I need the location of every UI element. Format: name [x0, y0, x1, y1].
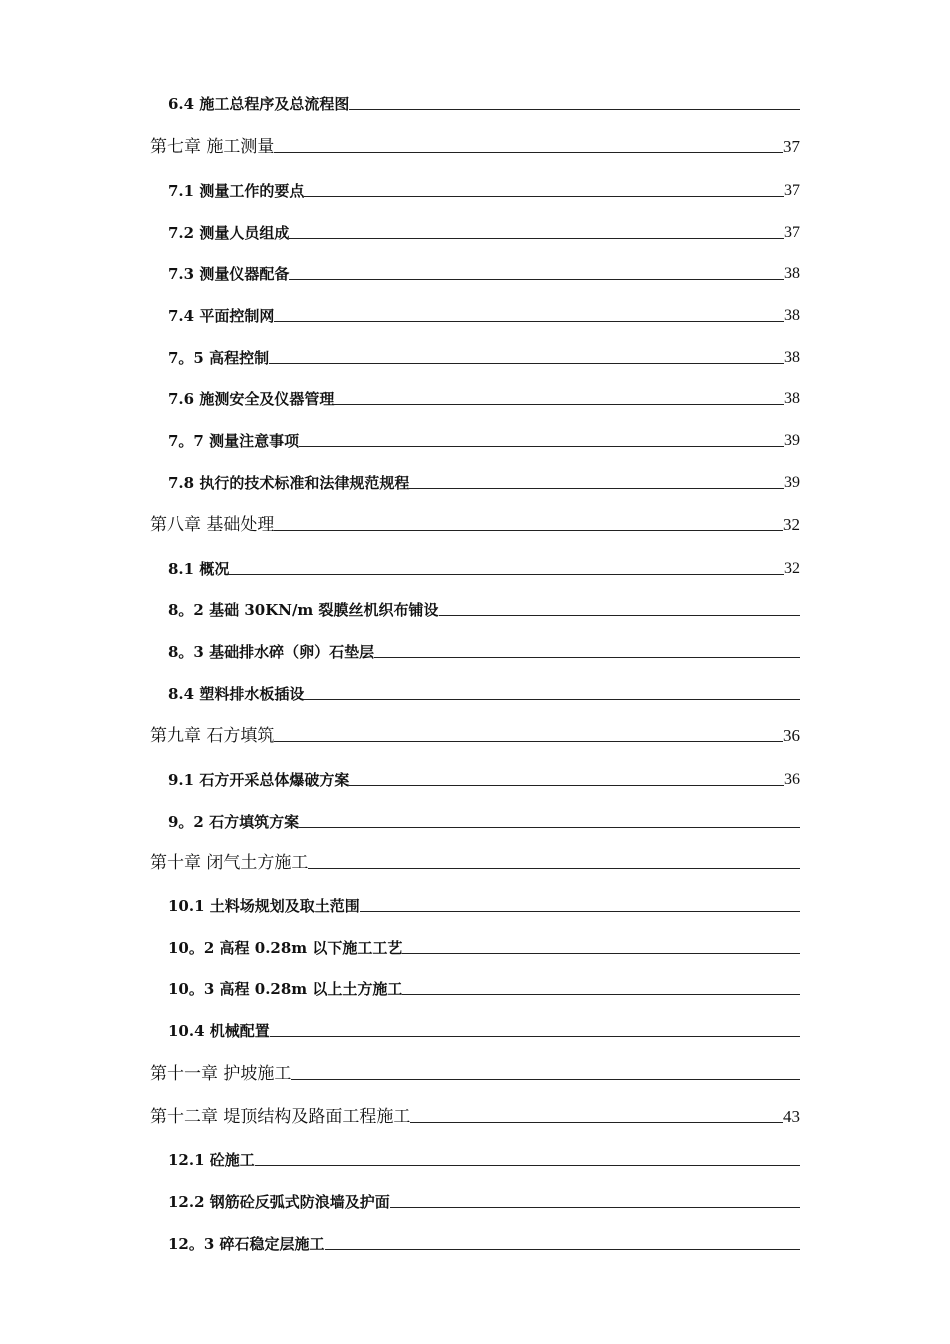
toc-title: 第十二章 堤顶结构及路面工程施工	[150, 1107, 411, 1127]
toc-title: 10。3 高程 0.28m 以上土方施工	[168, 980, 403, 998]
toc-page-number: 43	[783, 1107, 800, 1126]
toc-leader	[269, 363, 784, 364]
toc-page-number: 39	[784, 432, 800, 449]
toc-page-number: 37	[784, 182, 800, 199]
toc-title: 8。3 基础排水碎（卵）石垫层	[168, 643, 375, 661]
toc-leader	[299, 446, 784, 447]
toc-leader	[289, 238, 784, 239]
toc-leader	[374, 657, 800, 658]
toc-leader	[291, 1079, 800, 1080]
toc-title: 第八章 基础处理	[150, 515, 275, 535]
toc-leader	[304, 699, 800, 700]
toc-entry[interactable]	[150, 720, 800, 746]
toc-entry[interactable]	[168, 217, 800, 243]
toc-page-number: 36	[783, 726, 800, 745]
toc-title: 7.4 平面控制网	[168, 307, 275, 325]
toc-title: 7.8 执行的技术标准和法律规范规程	[168, 474, 410, 492]
toc-title: 9。2 石方填筑方案	[168, 813, 300, 831]
toc-leader	[304, 196, 784, 197]
toc-title: 7。5 高程控制	[168, 349, 270, 367]
toc-entry[interactable]	[168, 383, 800, 409]
toc-leader	[402, 953, 800, 954]
toc-page-number: 38	[784, 307, 800, 324]
toc-leader	[360, 911, 800, 912]
toc-title: 12。3 碎石稳定层施工	[168, 1235, 325, 1253]
toc-leader	[274, 321, 784, 322]
toc-leader	[289, 279, 784, 280]
toc-title: 12.1 砼施工	[168, 1151, 255, 1169]
toc-leader	[299, 827, 800, 828]
toc-entry[interactable]	[168, 425, 800, 451]
toc-entry[interactable]	[168, 553, 800, 579]
toc-page-number: 32	[783, 515, 800, 534]
toc-title: 9.1 石方开采总体爆破方案	[168, 771, 350, 789]
toc-leader	[390, 1207, 800, 1208]
toc-entry[interactable]	[168, 1228, 800, 1254]
toc-leader	[308, 868, 800, 869]
toc-title: 第七章 施工测量	[150, 137, 275, 157]
toc-title: 12.2 钢筋砼反弧式防浪墙及护面	[168, 1193, 390, 1211]
toc-entry[interactable]	[168, 175, 800, 201]
toc-title: 10.1 土料场规划及取土范围	[168, 897, 360, 915]
toc-entry[interactable]	[168, 467, 800, 493]
toc-entry[interactable]	[168, 258, 800, 284]
toc-entry[interactable]	[168, 1015, 800, 1041]
toc-title: 第十一章 护坡施工	[150, 1064, 292, 1084]
toc-page-number: 38	[784, 390, 800, 407]
toc-entry[interactable]	[150, 1101, 800, 1127]
toc-leader	[274, 530, 783, 531]
toc-entry[interactable]	[168, 890, 800, 916]
toc-leader	[229, 574, 784, 575]
toc-entry[interactable]	[168, 594, 800, 620]
toc-entry[interactable]	[168, 973, 800, 999]
toc-page-number: 36	[784, 771, 800, 788]
toc-leader	[349, 785, 784, 786]
toc-entry[interactable]	[168, 806, 800, 832]
toc-leader	[439, 615, 800, 616]
toc-page-number: 38	[784, 265, 800, 282]
toc-entry[interactable]	[168, 300, 800, 326]
toc-page-number: 37	[784, 224, 800, 241]
toc-entry[interactable]	[168, 342, 800, 368]
toc-entry[interactable]	[168, 678, 800, 704]
toc-page-number: 38	[784, 349, 800, 366]
toc-leader	[274, 741, 783, 742]
toc-title: 8。2 基础 30KN/m 裂膜丝机织布铺设	[168, 601, 439, 619]
toc-entry[interactable]	[168, 1144, 800, 1170]
toc-leader	[255, 1165, 800, 1166]
toc-entry[interactable]	[168, 932, 800, 958]
toc-title: 8.1 概况	[168, 560, 230, 578]
toc-page-number: 39	[784, 474, 800, 491]
toc-leader	[334, 404, 784, 405]
toc-title: 8.4 塑料排水板插设	[168, 685, 305, 703]
toc-entry[interactable]	[150, 1058, 800, 1084]
toc-entry[interactable]	[168, 764, 800, 790]
toc-title: 第九章 石方填筑	[150, 726, 275, 746]
toc-title: 7.1 测量工作的要点	[168, 182, 305, 200]
toc-entry[interactable]	[150, 131, 800, 157]
toc-title: 7.3 测量仪器配备	[168, 265, 290, 283]
toc-entry[interactable]	[150, 847, 800, 873]
toc-title: 7.6 施测安全及仪器管理	[168, 390, 335, 408]
toc-page-number: 37	[783, 137, 800, 156]
toc-title: 10。2 高程 0.28m 以下施工工艺	[168, 939, 403, 957]
toc-entry[interactable]	[168, 88, 800, 114]
toc-entry[interactable]	[168, 636, 800, 662]
toc-title: 第十章 闭气土方施工	[150, 853, 309, 873]
toc-leader	[274, 152, 783, 153]
toc-title: 10.4 机械配置	[168, 1022, 270, 1040]
toc-leader	[270, 1036, 800, 1037]
toc-entry[interactable]	[168, 1186, 800, 1212]
toc-title: 6.4 施工总程序及总流程图	[168, 95, 350, 113]
toc-page-number: 32	[784, 560, 800, 577]
toc-entry[interactable]	[150, 509, 800, 535]
toc-title: 7。7 测量注意事项	[168, 432, 300, 450]
toc-leader	[410, 1122, 783, 1123]
toc-leader	[409, 488, 784, 489]
toc-leader	[325, 1249, 800, 1250]
toc-title: 7.2 测量人员组成	[168, 224, 290, 242]
toc-leader	[402, 994, 800, 995]
toc-leader	[349, 109, 800, 110]
